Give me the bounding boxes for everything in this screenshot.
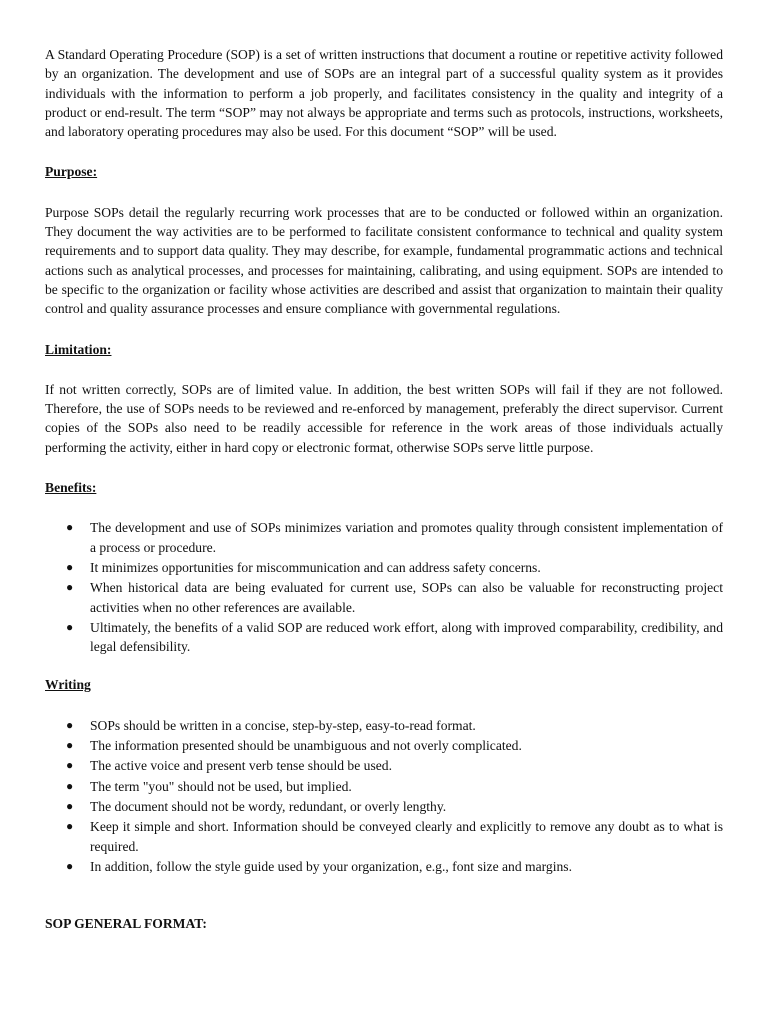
purpose-heading: Purpose:: [45, 164, 98, 180]
bullet-icon: ●: [66, 580, 74, 595]
intro-paragraph: A Standard Operating Procedure (SOP) is a set of written instructions that document a routine or repetitive activity followed by an organization. The development and use of SOPs are an integral part of a successful quality system as it provides individuals with the information to perform a job properly, and facilitates consistency in the quality and integrity of a product or end-result. The term “SOP” may not always be appropriate and terms such as protocols, instructions, worksheets, and laboratory operating procedures may also be used. For this document “SOP” will be used.: [45, 47, 723, 140]
purpose-paragraph: Purpose SOPs detail the regularly recurring work processes that are to be conducted or followed within an organization. They document the way activities are to be performed to facilitate consistent conformance to technical and quality system requirements and to support data quality. They may describe, for example, fundamental programmatic actions and technical actions such as analytical processes, and processes for maintaining, calibrating, and using equipment. SOPs are intended to be specific to the organization or facility whose activities are described and assist that organization to maintain their quality control and quality assurance processes and ensure compliance with governmental regulations.: [45, 204, 723, 317]
list-item-text: SOPs should be written in a concise, step-by-step, easy-to-read format.: [90, 717, 476, 733]
bullet-icon: ●: [66, 798, 74, 813]
list-item: [45, 817, 723, 856]
list-item: [45, 618, 723, 657]
list-item: [45, 558, 723, 577]
list-item-text: Ultimately, the benefits of a valid SOP are reduced work effort, along with improved comparability, credibility, and legal defensibility.: [90, 619, 723, 655]
bullet-icon: ●: [66, 738, 74, 753]
limitation-heading: Limitation:: [45, 341, 112, 357]
list-item: [45, 736, 723, 755]
list-item-text: In addition, follow the style guide used by your organization, e.g., font size and margins.: [90, 858, 572, 874]
list-item-text: The active voice and present verb tense should be used.: [90, 758, 392, 774]
bullet-icon: ●: [66, 559, 74, 574]
benefits-list: [45, 518, 723, 656]
list-item: [45, 777, 723, 796]
list-item: [45, 797, 723, 816]
list-item-text: When historical data are being evaluated for current use, SOPs can also be valuable for reconstructing project activities when no other references are available.: [90, 580, 723, 615]
limitation-paragraph: If not written correctly, SOPs are of limited value. In addition, the best written SOPs will fail if they are not followed. Therefore, the use of SOPs needs to be reviewed and re-enforced by management, preferably the direct supervisor. Current copies of the SOPs also need to be readily accessible for reference in the work areas of those individuals actually performing the activity, either in hard copy or electronic format, otherwise SOPs serve little purpose.: [45, 381, 723, 455]
bullet-icon: ●: [66, 520, 74, 535]
bullet-icon: ●: [66, 619, 74, 634]
writing-list: [45, 716, 723, 876]
list-item: [45, 518, 723, 557]
list-item-text: It minimizes opportunities for miscommunication and can address safety concerns.: [90, 559, 541, 575]
bullet-icon: ●: [66, 778, 74, 793]
list-item-text: The term "you" should not be used, but implied.: [90, 778, 352, 794]
writing-heading: Writing: [45, 677, 91, 693]
list-item-text: Keep it simple and short. Information should be conveyed clearly and explicitly to remove any doubt as to what is required.: [90, 819, 723, 854]
bullet-icon: ●: [66, 819, 74, 834]
list-item-text: The information presented should be unambiguous and not overly complicated.: [90, 738, 522, 754]
bullet-icon: ●: [66, 717, 74, 732]
list-item-text: The document should not be wordy, redundant, or overly lengthy.: [90, 798, 447, 814]
bullet-icon: ●: [66, 858, 74, 873]
benefits-heading: Benefits:: [45, 480, 97, 496]
list-item: [45, 857, 723, 876]
list-item: [45, 578, 723, 617]
list-item: [45, 756, 723, 775]
list-item: [45, 716, 723, 735]
document-page: [45, 45, 723, 933]
list-item-text: The development and use of SOPs minimizes variation and promotes quality through consistent implementation of a process or procedure.: [90, 520, 723, 555]
format-heading: SOP GENERAL FORMAT:: [45, 916, 207, 932]
bullet-icon: ●: [66, 758, 74, 773]
